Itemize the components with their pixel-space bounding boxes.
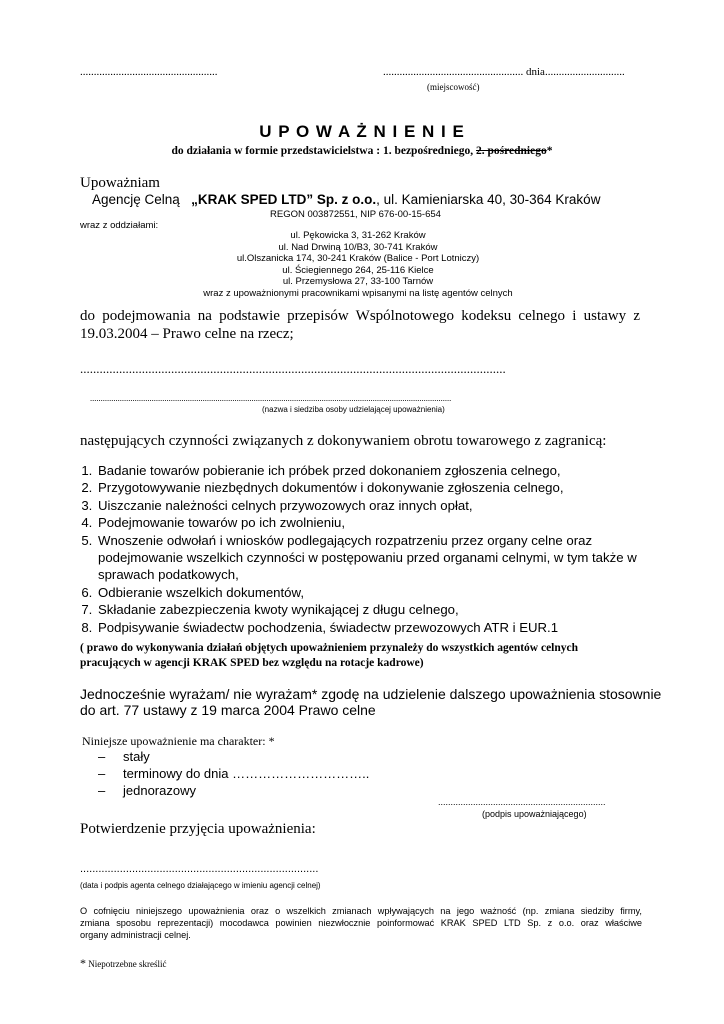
agency-prefix: Agencję Celną bbox=[92, 192, 180, 207]
subtitle-asterisk: * bbox=[546, 145, 553, 157]
branches-list bbox=[178, 230, 538, 299]
character-option-term[interactable] bbox=[98, 765, 369, 782]
character-option-permanent[interactable] bbox=[98, 748, 369, 765]
character-label: Niniejsze upoważnienie ma charakter: * bbox=[82, 734, 275, 748]
activity-item: 6. Odbieranie wszelkich dokumentów, bbox=[96, 584, 656, 601]
grantor-intro: Upoważniam bbox=[80, 175, 160, 191]
principal-caption: (nazwa i siedziba osoby udzielającej upoważnienia) bbox=[262, 405, 445, 414]
branch-item: ul. Pękowicka 3, 31-262 Kraków bbox=[290, 230, 426, 241]
revocation-info-line3: organy administracji celnej. bbox=[80, 930, 191, 940]
consent-line1: Jednocześnie wyrażam/ nie wyrażam* zgodę na udzielenie dalszego upoważnienia stosownie bbox=[80, 686, 662, 702]
document-subtitle bbox=[0, 145, 724, 157]
agency-name: „KRAK SPED LTD” Sp. z o.o. bbox=[191, 192, 377, 207]
agency-address: , ul. Kamieniarska 40, 30-364 Kraków bbox=[376, 192, 601, 207]
character-options bbox=[98, 748, 369, 799]
regon-nip: REGON 003872551, NIP 676-00-15-654 bbox=[270, 209, 441, 220]
scope-text-line1: do podejmowania na podstawie przepisów Wspólnotowego kodeksu celnego i ustawy z bbox=[80, 308, 640, 324]
dash-bullet: – bbox=[98, 766, 106, 781]
footnote bbox=[80, 956, 166, 971]
principal-name-field[interactable]: ................................................................................................................................... bbox=[80, 361, 506, 376]
subtitle-prefix: do działania w formie przedstawicielstwa : 1. bezpośredniego, bbox=[171, 145, 474, 157]
grantor-signature-field[interactable]: ................................................................... bbox=[438, 797, 606, 807]
grantor-signature-caption: (podpis upoważniającego) bbox=[482, 809, 587, 819]
option-label: terminowy do dnia ………………………….. bbox=[123, 766, 370, 781]
agent-signature-field[interactable]: .............................................................................. bbox=[80, 863, 319, 875]
activities-intro: następujących czynności związanych z dokonywaniem obrotu towarowego z zagranicą: bbox=[80, 433, 607, 449]
activity-item: 1. Badanie towarów pobieranie ich próbek przed dokonaniem zgłoszenia celnego, bbox=[96, 462, 656, 479]
activity-item: 2. Przygotowywanie niezbędnych dokumentów i dokonywanie zgłoszenia celnego, bbox=[96, 479, 656, 496]
consent-line2: do art. 77 ustawy z 19 marca 2004 Prawo celne bbox=[80, 702, 376, 718]
activity-item: 7. Składanie zabezpieczenia kwoty wynikającej z długu celnego, bbox=[96, 601, 656, 618]
principal-address-field[interactable]: .......................................................................................................................................................................... bbox=[90, 393, 452, 403]
document-title: U P O W A Ż N I E N I E bbox=[259, 122, 465, 141]
revocation-info-line2: zmiana sposobu reprezentacji) mocodawca powinien niezwłocznie poinformować KRAK SPED LTD Sp. z o.o. oraz właściwe bbox=[80, 918, 642, 928]
agents-note-line1: ( prawo do wykonywania działań objętych upoważnieniem przynależy do wszystkich agentów celnych bbox=[80, 642, 579, 654]
option-label: stały bbox=[123, 749, 150, 764]
dash-bullet: – bbox=[98, 749, 106, 764]
place-caption: (miejscowość) bbox=[427, 82, 480, 92]
confirmation-heading: Potwierdzenie przyjęcia upoważnienia: bbox=[80, 821, 316, 837]
footnote-asterisk: * bbox=[80, 956, 86, 970]
place-signature-dots: .................................................. bbox=[80, 66, 218, 78]
revocation-info-line1: O cofnięciu niniejszego upoważnienia oraz o wszelkich zmianach wpływających na jego ważność (np. zmiana siedziby firmy, bbox=[80, 906, 642, 916]
branch-employees-note: wraz z upoważnionymi pracownikami wpisanymi na listę agentów celnych bbox=[203, 287, 513, 299]
branches-label: wraz z oddziałami: bbox=[80, 220, 159, 231]
agents-note-line2: pracujących w agencji KRAK SPED bez względu na rotacje kadrowe) bbox=[80, 657, 424, 669]
activity-item: 4. Podejmowanie towarów po ich zwolnieniu, bbox=[96, 514, 656, 531]
branch-item: ul.Olszanicka 174, 30-241 Kraków (Balice - Port Lotniczy) bbox=[236, 253, 480, 264]
activity-item: 5. Wnoszenie odwołań i wniosków podlegających rozpatrzeniu przez organy celne oraz podejmowanie wszelkich czynności w postępowaniu przed organami celnymi, w tym także w sprawach podatkowych, bbox=[96, 532, 656, 584]
branch-item: ul. Przemysłowa 27, 33-100 Tarnów bbox=[282, 276, 434, 287]
agent-signature-caption: (data i podpis agenta celnego działającego w imieniu agencji celnej) bbox=[80, 881, 321, 890]
activities-list bbox=[78, 462, 656, 636]
place-date-field[interactable]: ................................................... dnia............................. bbox=[383, 66, 625, 78]
agency-line bbox=[92, 192, 600, 207]
subtitle-struck-option: 2. pośredniego bbox=[476, 145, 547, 157]
activity-item: 3. Uiszczanie należności celnych przywozowych oraz innych opłat, bbox=[96, 497, 656, 514]
dash-bullet: – bbox=[98, 783, 106, 798]
branch-item: ul. Nad Drwiną 10/B3, 30-741 Kraków bbox=[278, 241, 438, 253]
character-option-onetime[interactable] bbox=[98, 782, 369, 799]
branch-item: ul. Ściegiennego 264, 25-116 Kielce bbox=[282, 264, 434, 276]
footnote-text: Niepotrzebne skreślić bbox=[86, 959, 167, 969]
activity-item: 8. Podpisywanie świadectw pochodzenia, świadectw przewozowych ATR i EUR.1 bbox=[96, 619, 656, 636]
option-label: jednorazowy bbox=[123, 783, 196, 798]
scope-text-line2: 19.03.2004 – Prawo celne na rzecz; bbox=[80, 326, 294, 342]
